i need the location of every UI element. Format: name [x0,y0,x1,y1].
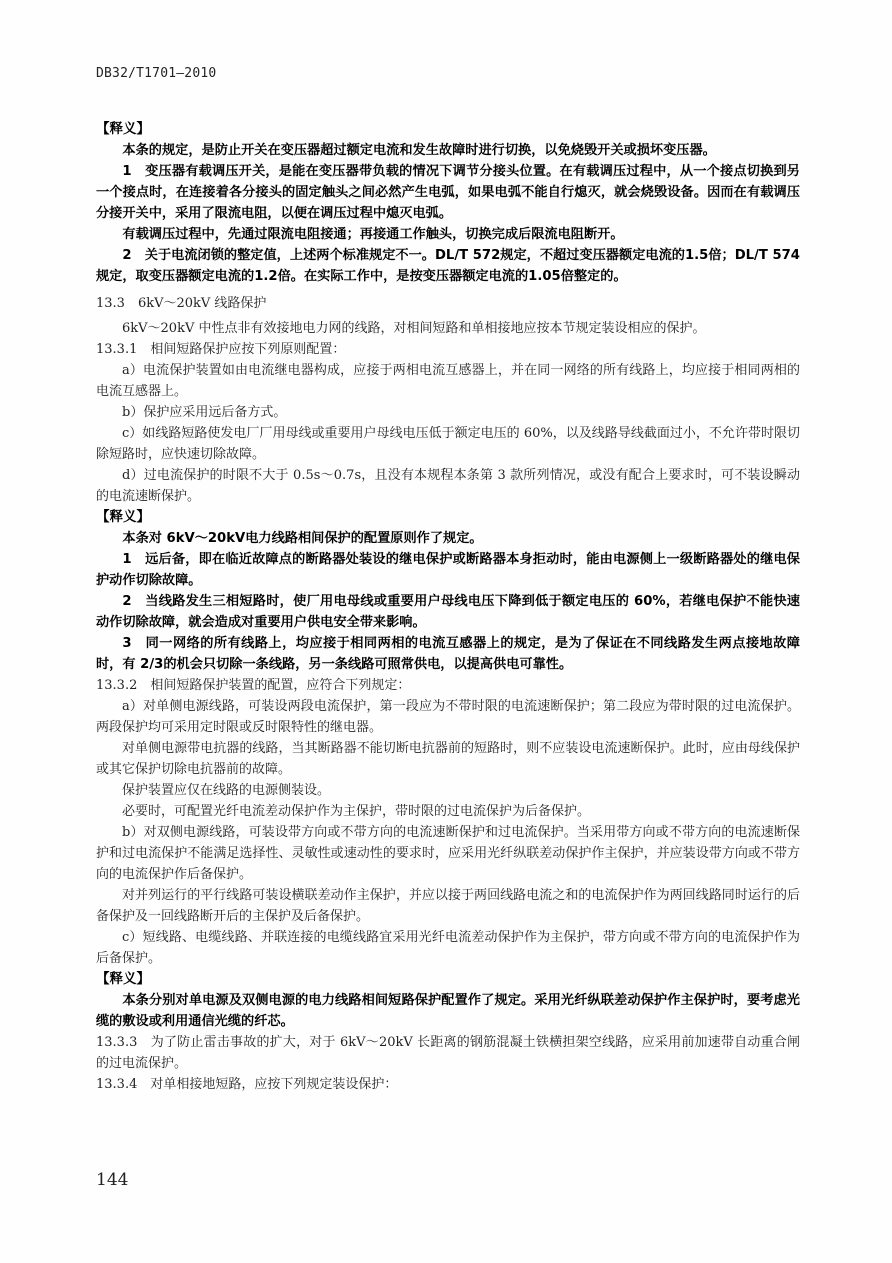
body-paragraph: 6kV～20kV 中性点非有效接地电力网的线路，对相间短路和单相接地应按本节规定装设相应的保护。 [122,321,706,336]
body-paragraph: 对并列运行的平行线路可装设横联差动作主保护，并应以接于两回线路电流之和的电流保护作为两回线路同时运行的后备保护及一回线路断开后的主保护及后备保护。 [96,888,800,924]
body-paragraph: d）过电流保护的时限不大于 0.5s～0.7s，且没有本规程本条第 3 款所列情况，或没有配合上要求时，可不装设瞬动的电流速断保护。 [96,468,800,504]
clause-heading: 13.3.4 对单相接地短路，应按下列规定装设保护： [96,1077,398,1092]
body-paragraph: b）对双侧电源线路，可装设带方向或不带方向的电流速断保护和过电流保护。当采用带方向或不带方向的电流速断保护和过电流保护不能满足选择性、灵敏性或速动性的要求时，应采用光纤纵联差动保护作主保护，并应装设带方向或不带方向的电流保护作后备保护。 [96,825,800,882]
interpretation-paragraph: 本条对 6kV～20kV电力线路相间保护的配置原则作了规定。 [122,531,483,546]
body-paragraph: a）电流保护装置如由电流继电器构成，应接于两相电流互感器上，并在同一网络的所有线路上，均应接于相同两相的电流互感器上。 [96,363,800,399]
body-paragraph: a）对单侧电源线路，可装设两段电流保护，第一段应为不带时限的电流速断保护；第二段应为带时限的过电流保护。两段保护均可采用定时限或反时限特性的继电器。 [96,699,800,735]
shiyi-label: 【释义】 [96,509,150,525]
section-heading: 13.3 6kV～20kV 线路保护 [96,296,267,311]
page-body [96,119,800,1095]
document-code: DB32/T1701—2010 [96,66,217,81]
body-paragraph: 必要时，可配置光纤电流差动保护作为主保护，带时限的过电流保护为后备保护。 [122,804,591,819]
interpretation-paragraph: 3 同一网络的所有线路上，均应接于相同两相的电流互感器上的规定，是为了保证在不同线路发生两点接地故障时，有 2/3的机会只切除一条线路，另一条线路可照常供电，以提高供电可靠性。 [96,636,800,672]
body-paragraph: 保护装置应仅在线路的电源侧装设。 [122,783,331,798]
clause-heading: 13.3.1 相间短路保护应按下列原则配置： [96,342,346,357]
interpretation-paragraph: 1 变压器有载调压开关，是能在变压器带负载的情况下调节分接头位置。在有载调压过程中，从一个接点切换到另一个接点时，在连接着各分接头的固定触头之间必然产生电弧，如果电弧不能自行熄灭，就会烧毁设备。因而在有载调压分接开关中，采用了限流电阻，以便在调压过程中熄灭电弧。 [96,164,800,221]
interpretation-paragraph: 本条的规定，是防止开关在变压器超过额定电流和发生故障时进行切换，以免烧毁开关或损坏变压器。 [122,143,716,158]
interpretation-paragraph: 1 远后备，即在临近故障点的断路器处装设的继电保护或断路器本身拒动时，能由电源侧上一级断路器处的继电保护动作切除故障。 [96,552,800,588]
body-paragraph: c）短线路、电缆线路、并联连接的电缆线路宜采用光纤电流差动保护作为主保护，带方向或不带方向的电流保护作为后备保护。 [96,930,800,966]
body-paragraph: c）如线路短路使发电厂厂用母线或重要用户母线电压低于额定电压的 60%，以及线路导线截面过小，不允许带时限切除短路时，应快速切除故障。 [96,426,800,462]
body-paragraph: b）保护应采用远后备方式。 [122,405,287,420]
interpretation-paragraph: 2 关于电流闭锁的整定值，上述两个标准规定不一。DL/T 572规定，不超过变压器额定电流的1.5倍；DL/T 574规定，取变压器额定电流的1.2倍。在实际工作中，是按变压器额定电流的1.05倍整定的。 [96,248,800,284]
shiyi-label: 【释义】 [96,971,150,987]
interpretation-paragraph: 有载调压过程中，先通过限流电阻接通；再接通工作触头，切换完成后限流电阻断开。 [122,227,624,242]
clause-heading: 13.3.2 相间短路保护装置的配置，应符合下列规定： [96,678,411,693]
shiyi-label: 【释义】 [96,121,150,137]
interpretation-paragraph: 本条分别对单电源及双侧电源的电力线路相间短路保护配置作了规定。采用光纤纵联差动保护作主保护时，要考虑光缆的敷设或利用通信光缆的纤芯。 [96,993,800,1029]
clause-heading: 13.3.3 为了防止雷击事故的扩大，对于 6kV～20kV 长距离的钢筋混凝土铁横担架空线路，应采用前加速带自动重合闸的过电流保护。 [96,1035,800,1071]
page-number: 144 [96,1170,129,1190]
body-paragraph: 对单侧电源带电抗器的线路，当其断路器不能切断电抗器前的短路时，则不应装设电流速断保护。此时，应由母线保护或其它保护切除电抗器前的故障。 [96,741,800,777]
interpretation-paragraph: 2 当线路发生三相短路时，使厂用电母线或重要用户母线电压下降到低于额定电压的 60%，若继电保护不能快速动作切除故障，就会造成对重要用户供电安全带来影响。 [96,594,800,630]
